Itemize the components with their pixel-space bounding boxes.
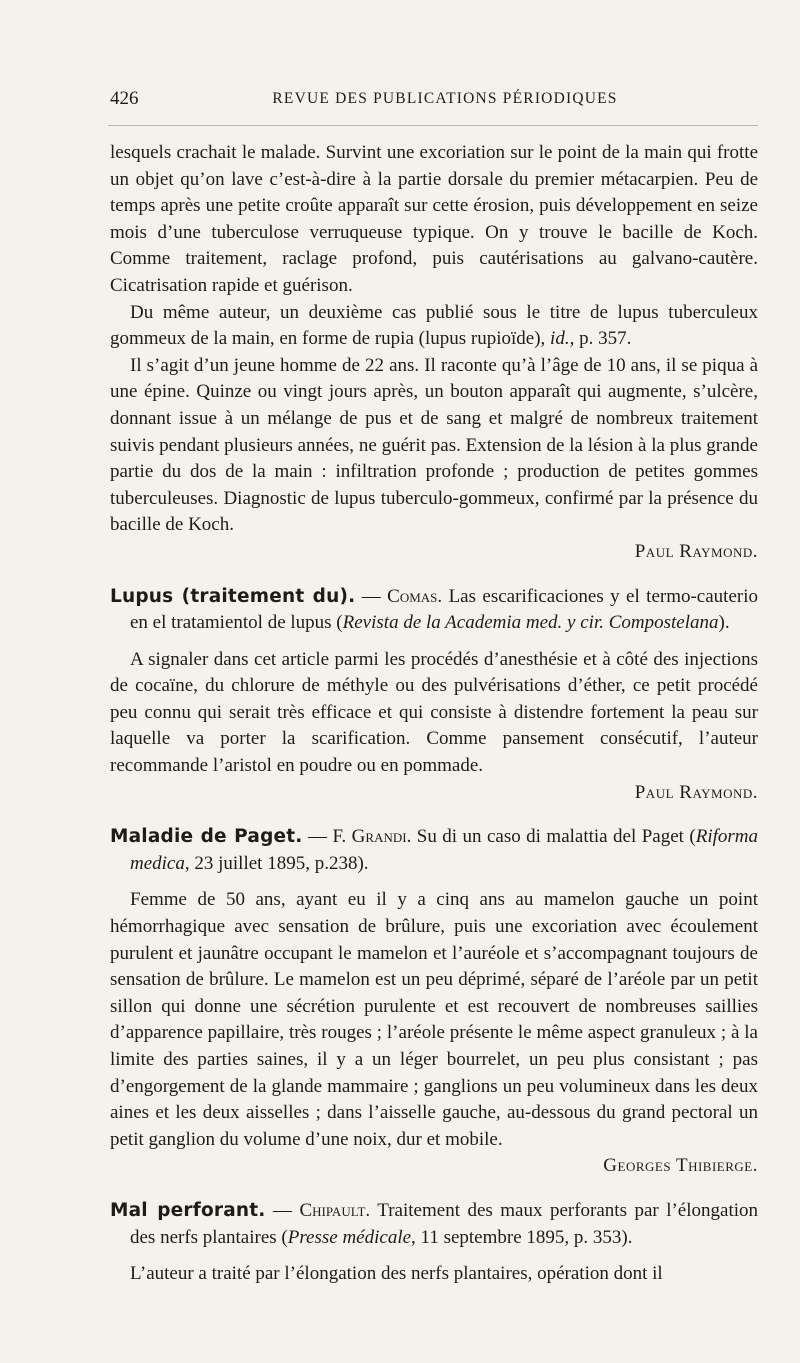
review-entry-lupus [110,584,758,807]
review-entry-paget [110,824,758,1180]
page-number: 426 [110,88,139,109]
entry-body: Femme de 50 ans, ayant eu il y a cinq ans au mamelon gauche un point hémorrhagique avec sensation de brûlure, puis une excoriation avec écoulement purulent et jaunâtre occupant le mamelon et l’auréole et s’accompagnant toujours de sensation de brûlure. Le mamelon est un peu déprimé, séparé de l’aréole par un petit sillon qui donne une sécrétion purulente et est recouvert de nombreuses saillies d’apparence papillaire, très rouges ; l’aréole présente le même aspect granuleux ; à la limite des parties saines, il y a un léger bourrelet, un peu plus consistant ; pas d’engorgement de la glande mammaire ; ganglions un peu volumineux dans les deux aines et les deux aisselles ; dans l’aisselle gauche, au-dessous du grand pectoral un petit ganglion du volume d’une noix, dur et mobile. [110,889,758,1150]
entry-title: Lupus (traitement du). [110,585,356,607]
page-header [110,88,758,112]
entry-title: Maladie de Paget. [110,826,303,848]
entry-source: Revista de la Academia med. y cir. Compostelana [342,612,719,634]
continuation-paragraph-3: Il s’agit d’un jeune homme de 22 ans. Il raconte qu’à l’âge de 10 ans, il se piqua à une épine. Quinze ou vingt jours après, un bouton apparaît qui augmente, s’ulcère, donnant issue à un mélange de pus et de sang et malgré de nombreux traitement suivis pendant plusieurs années, ne guérit pas. Extension de la lésion à la plus grande partie du dos de la main : infiltration profonde ; production de petites gommes tuberculeuses. Diagnostic de lupus tuberculo-gommeux, confirmé par la présence du bacille de Koch. [110,354,758,536]
entry-source: Presse médicale [287,1226,412,1248]
running-title: REVUE DES PUBLICATIONS PÉRIODIQUES [272,90,618,107]
entry-author: Comas. [387,585,443,607]
entry-author: F. Grandi. [332,826,412,848]
entry-source: Riforma medica [130,826,758,874]
entry-heading: Mal perforant. — Chipault. Traitement des maux perforants par l’élongation des nerfs plantaires (Presse médicale, 11 septembre 1895, p. 353). [110,1199,759,1248]
entry-title: Mal perforant. [110,1199,266,1221]
entry-body: A signaler dans cet article parmi les procédés d’anesthésie et à côté des injections de cocaïne, du chlorure de méthyle ou des pulvérisations d’éther, ce petit procédé peu connu qui serait très efficace et qui consiste à distendre fortement la peau sur laquelle va porter la scarification. Comme pansement consécutif, l’auteur recommande l’aristol en poudre ou en pommade. [110,648,758,777]
signature: Paul Raymond. [634,781,758,803]
entry-author: Chipault. [299,1199,371,1221]
entry-heading: Maladie de Paget. — F. Grandi. Su di un caso di malattia del Paget (Riforma medica, 23 juillet 1895, p.238). [110,826,758,874]
continuation-paragraph-2: Du même auteur, un deuxième cas publié sous le titre de lupus tuberculeux gommeux de la main, en forme de rupia (lupus rupioïde), id., p. 357. [110,301,758,350]
entry-heading: Lupus (traitement du). — Comas. Las escarificaciones y el termo-cauterio en el tratamientol de lupus (Revista de la Academia med. y cir. Compostelana). [110,585,758,634]
entry-body: L’auteur a traité par l’élongation des nerfs plantaires, opération dont il [130,1263,663,1285]
review-entry-mal-perforant [110,1198,758,1288]
header-rule [108,125,758,126]
signature: Paul Raymond. [634,540,758,562]
page-body [110,140,758,1288]
continuation-paragraph: lesquels crachait le malade. Survint une excoriation sur le point de la main qui frotte un objet qu’on lave c’est-à-dire à la partie dorsale du premier métacarpien. Peu de temps après une petite croûte apparaît sur cette érosion, puis développement en seize mois d’une tuberculose verruqueuse typique. On y trouve le bacille de Koch. Comme traitement, raclage profond, puis cautérisations au galvano-cautère. Cicatrisation rapide et guérison. [110,142,758,296]
ref-italic: id. [550,328,570,350]
signature: Georges Thibierge. [603,1155,758,1177]
